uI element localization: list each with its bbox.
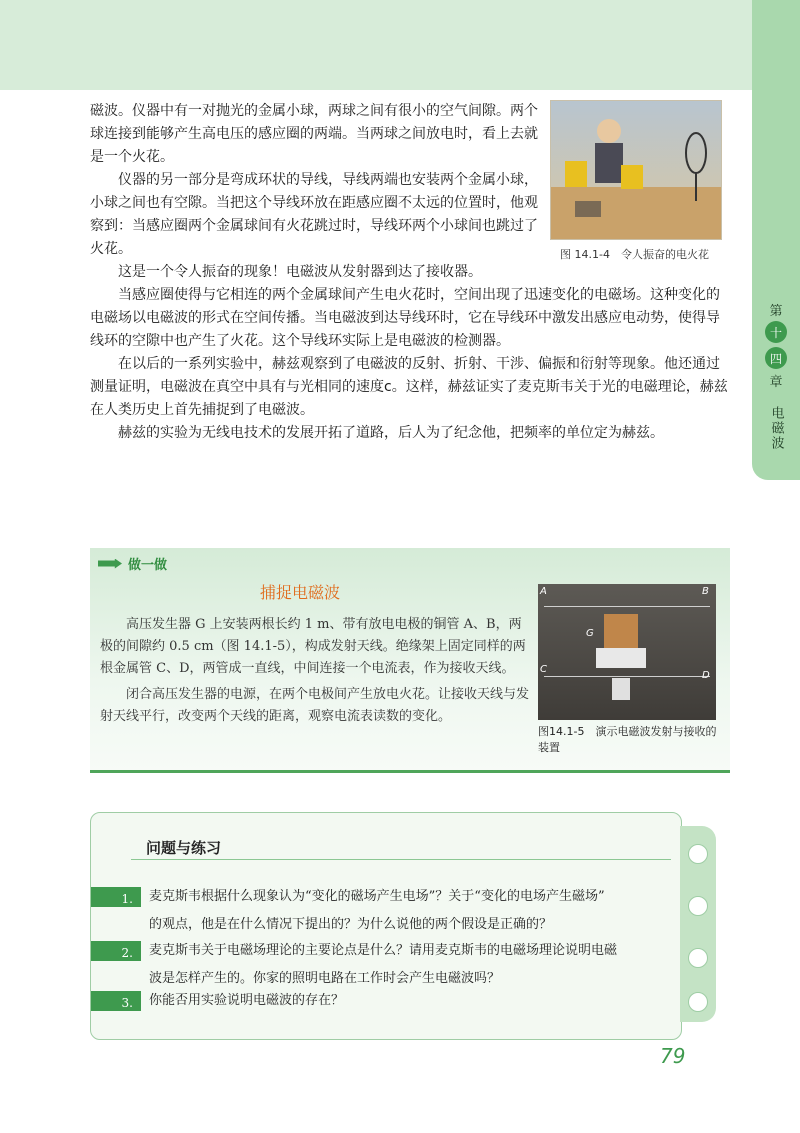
activity-paragraph-2: 闭合高压发生器的电源，在两个电极间产生放电火花。让接收天线与发射天线平行，改变两个天线的距离，观察电流表读数的变化。 [100,687,530,724]
exercise-number: 3. [91,991,141,1011]
exercise-panel [90,812,682,1040]
exercise-item-1-cont: 的观点，他是在什么情况下提出的？为什么说他的两个假设是正确的？ [149,917,553,932]
high-voltage-generator [596,648,646,668]
activity-tag [98,554,167,573]
activity-text [100,614,530,732]
label-b: B [702,586,709,597]
paragraph-3: 这是一个令人振奋的现象！电磁波从发射器到达了接收器。 [118,264,482,280]
receive-antenna-wire [544,676,710,677]
chapter-side-tab [752,0,800,480]
binder-hole [688,896,708,916]
exercise-item-1 [91,885,681,910]
chapter-di-label: 第 [769,304,783,319]
paragraph-5: 在以后的一系列实验中，赫兹观察到了电磁波的反射、折射、干涉、偏振和衍射等现象。他还通过测量证明，电磁波在真空中具有与光相同的速度c。这样，赫兹证实了麦克斯韦关于光的电磁理论，赫兹在人类历史上首先捕捉到了电磁波。 [90,356,728,418]
activity-box [90,548,730,773]
hertz-illustration-art [551,101,721,239]
exercise-item-2 [91,939,681,964]
exercise-number: 2. [91,941,141,961]
exercise-item-3 [91,989,681,1014]
chapter-title: 电磁波 [768,406,784,451]
exercise-text: 麦克斯韦关于电磁场理论的主要论点是什么？请用麦克斯韦的电磁场理论说明电磁 [149,943,618,958]
exercise-text: 麦克斯韦根据什么现象认为“变化的磁场产生电场”？关于“变化的电场产生磁场” [149,889,605,904]
chapter-number-si: 四 [765,347,787,369]
binder-hole [688,992,708,1012]
page-number: 79 [660,1044,686,1068]
chapter-number-shi: 十 [765,321,787,343]
exercise-heading-divider [131,859,671,860]
exercise-item-2-cont: 波是怎样产生的。你家的照明电路在工作时会产生电磁波吗？ [149,971,501,986]
exercise-text: 你能否用实验说明电磁波的存在？ [149,993,345,1008]
binder-tab [680,826,716,1022]
figure-14-1-5-caption: 图14.1-5 演示电磁波发射与接收的装置 [538,725,717,754]
hertz-spark-illustration [550,100,722,240]
label-a: A [540,586,547,597]
activity-paragraph-1: 高压发生器 G 上安装两根长约 1 m、带有放电电极的铜管 A、B，两极的间隙约 0.5 cm（图 14.1-5），构成发射天线。绝缘架上固定同样的两根金属管 C、D，两管成一直线，中间连接一个电流表，作为接收天线。 [100,617,526,676]
activity-tag-label: 做一做 [128,558,168,573]
chapter-zhang-label: 章 [769,375,783,390]
top-header-band [0,0,752,90]
transmit-antenna-wire [544,606,710,607]
exercise-number: 1. [91,887,141,907]
binder-hole [688,844,708,864]
paragraph-6: 赫兹的实验为无线电技术的发展开拓了道路，后人为了纪念他，把频率的单位定为赫兹。 [118,425,664,441]
activity-title: 捕捉电磁波 [260,583,341,602]
arrow-icon [98,559,122,569]
paragraph-2: 仪器的另一部分是弯成环状的导线，导线两端也安装两个金属小球，小球之间也有空隙。当把这个导线环放在距感应圈不太远的位置时，他观察到：当感应圈两个金属球间有火花跳过时，导线环两个小球间也跳过了火花。 [90,172,538,257]
exercise-heading: 问题与练习 [146,839,222,857]
figure-14-1-4-caption: 图 14.1-4 令人振奋的电火花 [560,248,709,261]
generator-electrode [604,614,638,648]
receiver-meter [612,678,630,700]
paragraph-1: 磁波。仪器中有一对抛光的金属小球，两球之间有很小的空气间隙。两个球连接到能够产生高电压的感应圈的两端。当两球之间放电时，看上去就是一个火花。 [90,103,538,165]
label-g: G [586,628,594,639]
antenna-apparatus-photo [538,584,716,720]
paragraph-4: 当感应圈使得与它相连的两个金属球间产生电火花时，空间出现了迅速变化的电磁场。这种变化的电磁场以电磁波的形式在空间传播。当电磁波到达导线环时，它在导线环中激发出感应电动势，使得导线环的空隙中也产生了火花。这个导线环实际上是电磁波的检测器。 [90,287,720,349]
label-d: D [702,670,710,681]
label-c: C [540,664,547,675]
binder-hole [688,948,708,968]
